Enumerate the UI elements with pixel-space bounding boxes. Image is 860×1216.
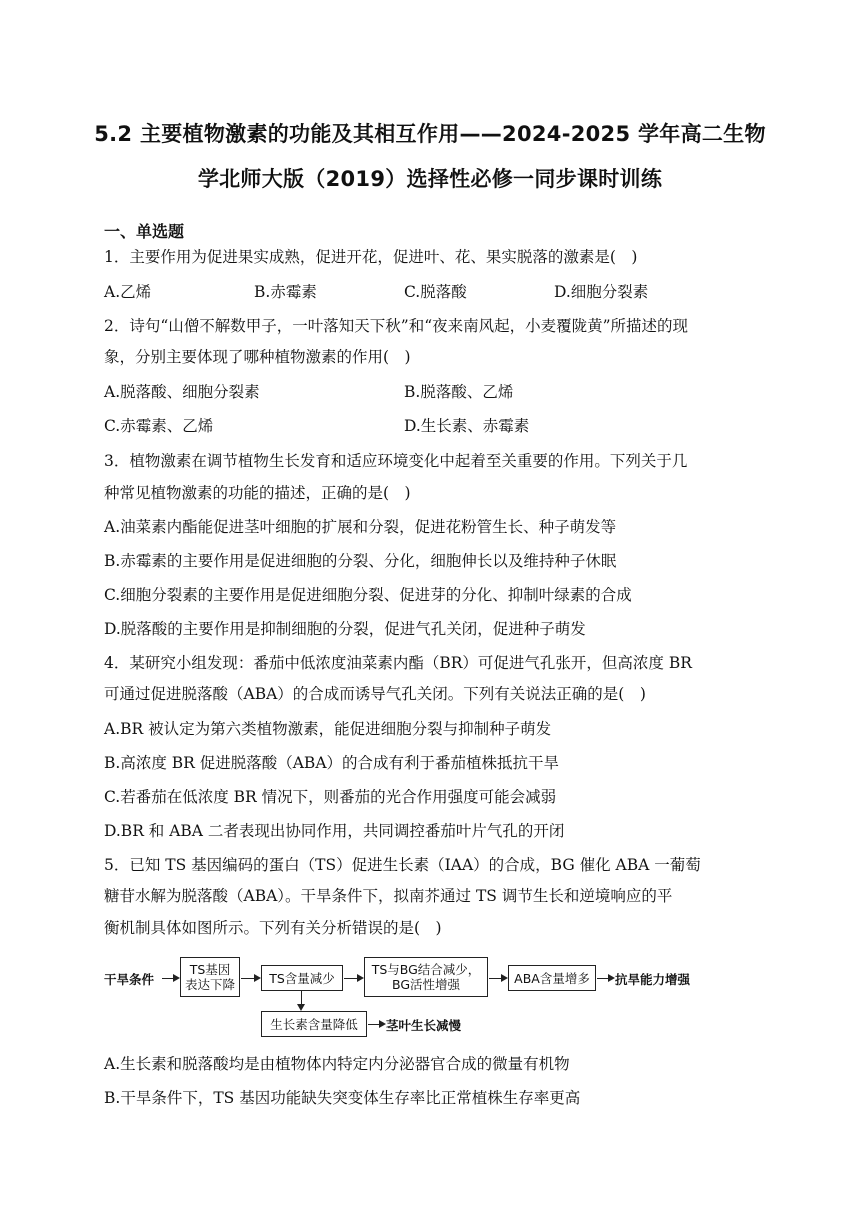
arrow-icon [162,978,178,979]
q3-option-b: B.赤霉素的主要作用是促进细胞的分裂、分化，细胞伸长以及维持种子休眠 [104,552,617,570]
question-5-stem-line1: 5．已知 TS 基因编码的蛋白（TS）促进生长素（IAA）的合成，BG 催化 ABA 一葡萄 [104,856,701,874]
document-title-line1: 5.2 主要植物激素的功能及其相互作用——2024-2025 学年高二生物 [94,122,766,146]
q1-option-a: A.乙烯 [104,283,152,301]
document-title-line2: 学北师大版（2019）选择性必修一同步课时训练 [197,167,663,191]
diagram-box-aba-increase: ABA含量增多 [508,965,596,991]
diagram-end-growth-slow: 茎叶生长减慢 [386,1018,462,1033]
q2-option-a: A.脱落酸、细胞分裂素 [104,383,260,401]
section-heading: 一、单选题 [104,222,185,241]
diagram-box-ts-gene: TS基因 表达下降 [180,957,240,997]
question-2-stem-line1: 2．诗句“山僧不解数甲子，一叶落知天下秋”和“夜来南风起，小麦覆陇黄”所描述的现 [104,317,689,335]
diagram-box-ts-bg-binding: TS与BG结合减少， BG活性增强 [364,957,488,997]
q2-option-d: D.生长素、赤霉素 [404,417,530,435]
arrow-icon [368,1024,384,1025]
diagram-box-auxin-decrease: 生长素含量降低 [261,1011,367,1037]
arrow-icon [597,978,613,979]
question-4-stem-line2: 可通过促进脱落酸（ABA）的合成而诱导气孔关闭。下列有关说法正确的是( ) [104,685,646,703]
q2-option-c: C.赤霉素、乙烯 [104,417,214,435]
diagram-end-drought-resistance: 抗旱能力增强 [615,972,691,987]
q1-option-d: D.细胞分裂素 [554,283,649,301]
flow-diagram [104,954,724,1040]
question-5-stem-line3: 衡机制具体如图所示。下列有关分析错误的是( ) [104,919,442,937]
question-2-stem-line2: 象，分别主要体现了哪种植物激素的作用( ) [104,348,411,366]
q3-option-d: D.脱落酸的主要作用是抑制细胞的分裂，促进气孔关闭，促进种子萌发 [104,620,586,638]
question-3-stem-line2: 种常见植物激素的功能的描述，正确的是( ) [104,484,411,502]
q5-option-b: B.干旱条件下，TS 基因功能缺失突变体生存率比正常植株生存率更高 [104,1089,581,1107]
q4-option-a: A.BR 被认定为第六类植物激素，能促进细胞分裂与抑制种子萌发 [104,720,552,738]
arrow-icon [489,978,506,979]
arrow-icon [344,978,362,979]
q4-option-d: D.BR 和 ABA 二者表现出协同作用，共同调控番茄叶片气孔的开闭 [104,822,565,840]
diagram-box-ts-decrease: TS含量减少 [261,965,343,991]
q2-option-b: B.脱落酸、乙烯 [404,383,514,401]
arrow-down-icon [301,991,302,1009]
question-4-stem-line1: 4．某研究小组发现：番茄中低浓度油菜素内酯（BR）可促进气孔张开，但高浓度 BR [104,654,692,672]
q3-option-c: C.细胞分裂素的主要作用是促进细胞分裂、促进芽的分化、抑制叶绿素的合成 [104,586,632,604]
question-5-stem-line2: 糖苷水解为脱落酸（ABA）。干旱条件下，拟南芥通过 TS 调节生长和逆境响应的平 [104,887,673,905]
q5-option-a: A.生长素和脱落酸均是由植物体内特定内分泌器官合成的微量有机物 [104,1055,570,1073]
question-3-stem-line1: 3．植物激素在调节植物生长发育和适应环境变化中起着至关重要的作用。下列关于几 [104,452,688,470]
q1-option-c: C.脱落酸 [404,283,467,301]
question-1-stem: 1．主要作用为促进果实成熟，促进开花，促进叶、花、果实脱落的激素是( ) [104,248,638,266]
q4-option-c: C.若番茄在低浓度 BR 情况下，则番茄的光合作用强度可能会减弱 [104,788,557,806]
diagram-start-label: 干旱条件 [104,972,155,987]
q1-option-b: B.赤霉素 [254,283,317,301]
q4-option-b: B.高浓度 BR 促进脱落酸（ABA）的合成有利于番茄植株抵抗干旱 [104,754,560,772]
arrow-icon [241,978,259,979]
q3-option-a: A.油菜素内酯能促进茎叶细胞的扩展和分裂，促进花粉管生长、种子萌发等 [104,518,617,536]
